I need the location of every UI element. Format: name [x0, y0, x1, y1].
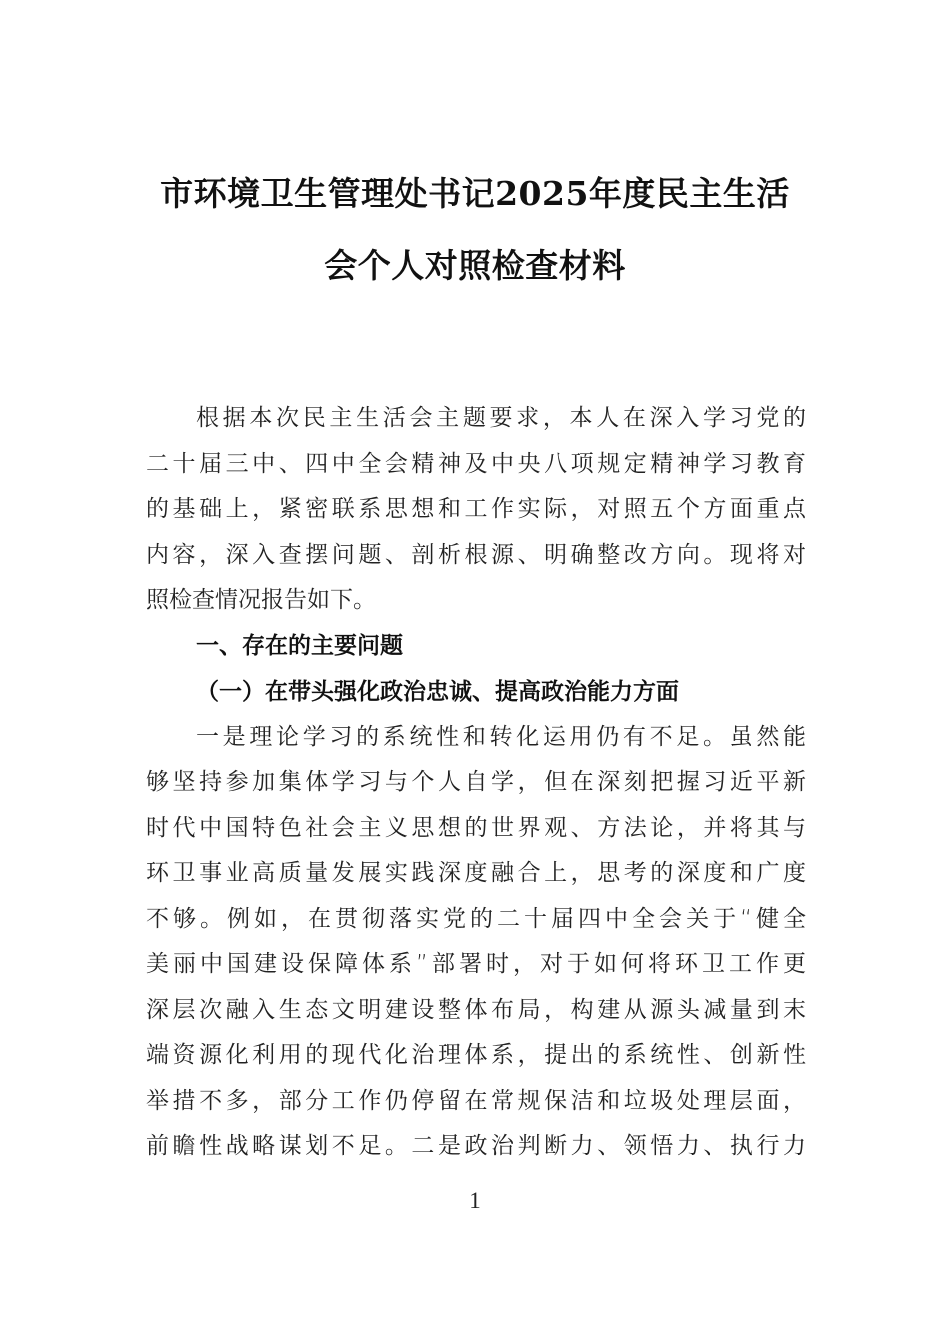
intro-line: 照检查情况报告如下。 — [146, 587, 376, 613]
document-title-line-2: 会个人对照检查材料 — [324, 246, 626, 285]
section-heading: 一、存在的主要问题 — [196, 632, 403, 659]
intro-line: 内容，深入查摆问题、剖析根源、明确整改方向。现将对 — [146, 541, 806, 568]
page-number: 1 — [469, 1188, 481, 1213]
intro-line: 的基础上，紧密联系思想和工作实际，对照五个方面重点 — [146, 496, 806, 522]
subsection-heading: （一）在带头强化政治忠诚、提高政治能力方面 — [196, 678, 679, 705]
paragraph-line: 美丽中国建设保障体系”部署时，对于如何将环卫工作更 — [146, 951, 806, 977]
paragraph-line: 前瞻性战略谋划不足。二是政治判断力、领悟力、执行力 — [146, 1133, 806, 1159]
paragraph-line: 不够。例如，在贯彻落实党的二十届四中全会关于“健全 — [146, 905, 806, 932]
intro-line: 根据本次民主生活会主题要求，本人在深入学习党的 — [196, 405, 806, 431]
paragraph-line: 够坚持参加集体学习与个人自学，但在深刻把握习近平新 — [146, 769, 806, 795]
paragraph-line: 深层次融入生态文明建设整体布局，构建从源头减量到末 — [146, 996, 806, 1023]
intro-line: 二十届三中、四中全会精神及中央八项规定精神学习教育 — [146, 450, 806, 477]
paragraph-line: 环卫事业高质量发展实践深度融合上，思考的深度和广度 — [146, 860, 806, 886]
paragraph-line: 时代中国特色社会主义思想的世界观、方法论，并将其与 — [146, 814, 806, 841]
paragraph-line: 一是理论学习的系统性和转化运用仍有不足。虽然能 — [196, 723, 806, 750]
document-body — [146, 396, 806, 1170]
paragraph-line: 端资源化利用的现代化治理体系，提出的系统性、创新性 — [146, 1042, 806, 1068]
paragraph-line: 举措不多，部分工作仍停留在常规保洁和垃圾处理层面， — [146, 1087, 806, 1114]
document-title-line-1: 市环境卫生管理处书记2025年度民主生活 — [160, 174, 790, 213]
